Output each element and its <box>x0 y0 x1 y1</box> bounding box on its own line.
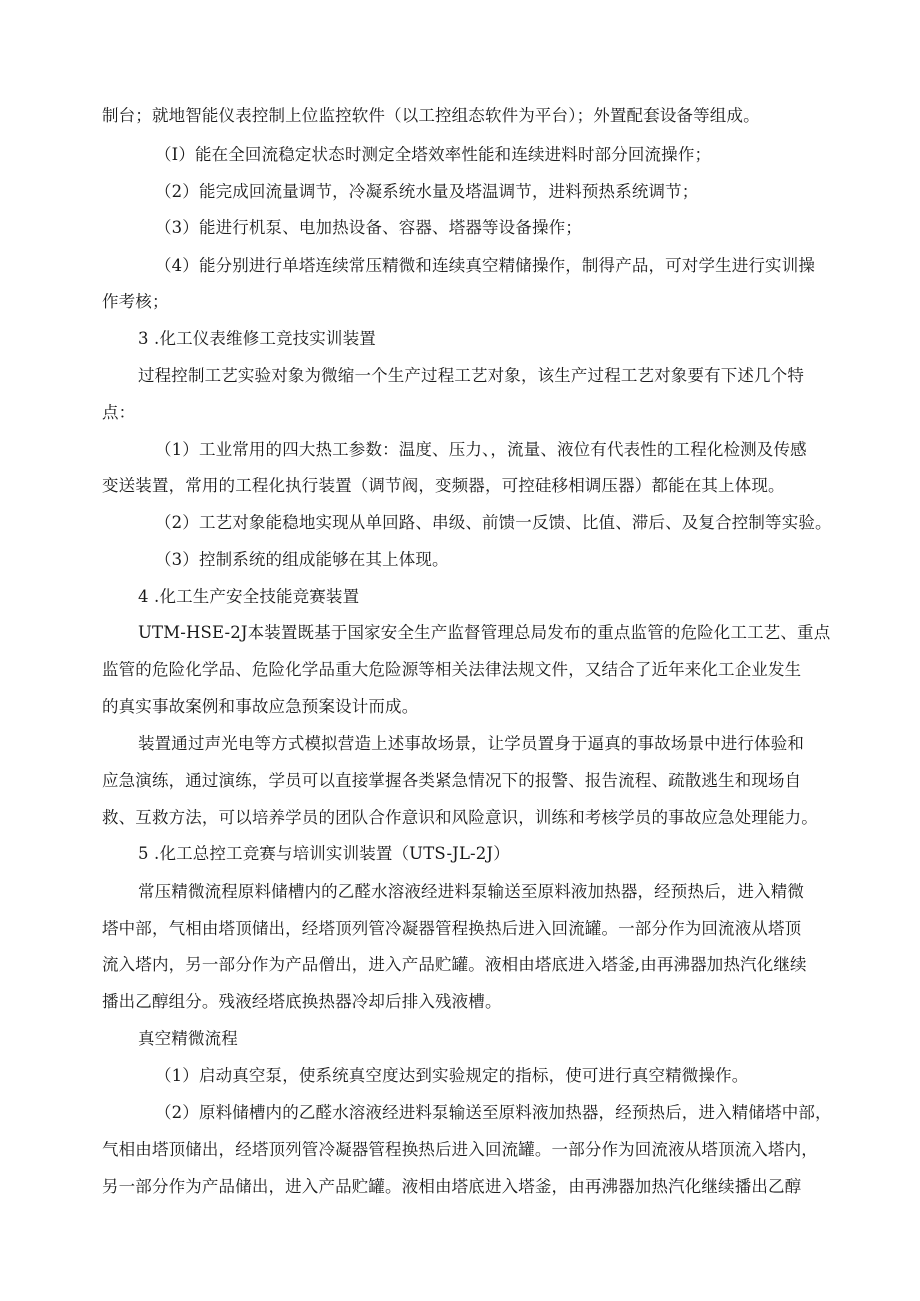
text-line: （2）原料储槽内的乙醛水溶液经进料泵输送至原料液加热器，经预热后，进入精储塔中部， <box>155 1103 832 1122</box>
text-line: （1）启动真空泵，使系统真空度达到实验规定的指标，使可进行真空精微操作。 <box>155 1066 749 1085</box>
section-heading: 5 .化工总控工竞赛与培训实训装置（UTS-JL-2J） <box>138 844 510 863</box>
text-line: （4）能分别进行单塔连续常压精微和连续真空精储操作，制得产品，可对学生进行实训操 <box>155 256 815 275</box>
text-line: （I）能在全回流稳定状态时测定全塔效率性能和连续进料时部分回流操作； <box>155 145 712 164</box>
section-heading: 3 .化工仪表维修工竞技实训装置 <box>138 329 376 348</box>
text-line: 救、互救方法，可以培养学员的团队合作意识和风险意识，训练和考核学员的事故应急处理能力。 <box>102 808 818 827</box>
text-line: 真空精微流程 <box>138 1029 238 1048</box>
section-heading: 4 .化工生产安全技能竞赛装置 <box>138 587 360 606</box>
text-line: 常压精微流程原料储槽内的乙醛水溶液经进料泵输送至原料液加热器，经预热后，进入精微 <box>138 882 804 901</box>
text-line: （3）控制系统的组成能够在其上体现。 <box>155 550 449 569</box>
text-line: 点： <box>102 403 136 422</box>
text-line: 作考核； <box>102 292 169 311</box>
text-line: 另一部分作为产品储出，进入产品贮罐。液相由塔底进入塔釜，由再沸器加热汽化继续播出乙醇 <box>102 1177 802 1196</box>
text-line: （1）工业常用的四大热工参数：温度、压力、，流量、液位有代表性的工程化检测及传感 <box>155 440 807 459</box>
text-line: 的真实事故案例和事故应急预案设计而成。 <box>102 697 419 716</box>
text-line: 过程控制工艺实验对象为微缩一个生产过程工艺对象，该生产过程工艺对象要有下述几个特 <box>138 366 804 385</box>
text-line: 制台；就地智能仪表控制上位监控软件（以工控组态软件为平台）；外置配套设备等组成。 <box>102 106 760 125</box>
text-line: 气相由塔顶储出，经塔顶列管冷凝器管程换热后进入回流罐。一部分作为回流液从塔顶流入塔内， <box>102 1140 818 1159</box>
text-line: 塔中部，气相由塔顶储出，经塔顶列管冷凝器管程换热后进入回流罐。一部分作为回流液从塔顶 <box>102 919 802 938</box>
text-line: 变送装置，常用的工程化执行装置（调节阀，变频器，可控硅移相调压器）都能在其上体现。 <box>102 476 785 495</box>
text-line: 播出乙醇组分。残液经塔底换热器冷却后排入残液槽。 <box>102 992 502 1011</box>
text-line: （2）工艺对象能稳地实现从单回路、串级、前馈一反馈、比值、滞后、及复合控制等实验。 <box>155 513 832 532</box>
text-line: （2）能完成回流量调节，冷凝系统水量及塔温调节，进料预热系统调节； <box>155 182 699 201</box>
text-line: （3）能进行机泵、电加热设备、容器、塔器等设备操作； <box>155 218 582 237</box>
text-line: 流入塔内，另一部分作为产品僧出，进入产品贮罐。液相由塔底进入塔釜,由再沸器加热汽化继续 <box>102 955 807 974</box>
text-line: UTM-HSE-2J本装置既基于国家安全生产监督管理总局发布的重点监管的危险化工工艺、重点 <box>138 623 831 642</box>
text-line: 监管的危险化学品、危险化学品重大危险源等相关法律法规文件，又结合了近年来化工企业发生 <box>102 660 802 679</box>
text-line: 装置通过声光电等方式模拟营造上述事故场景，让学员置身于逼真的事故场景中进行体验和 <box>138 734 804 753</box>
text-line: 应急演练，通过演练，学员可以直接掌握各类紧急情况下的报警、报告流程、疏散逃生和现场自 <box>102 771 802 790</box>
